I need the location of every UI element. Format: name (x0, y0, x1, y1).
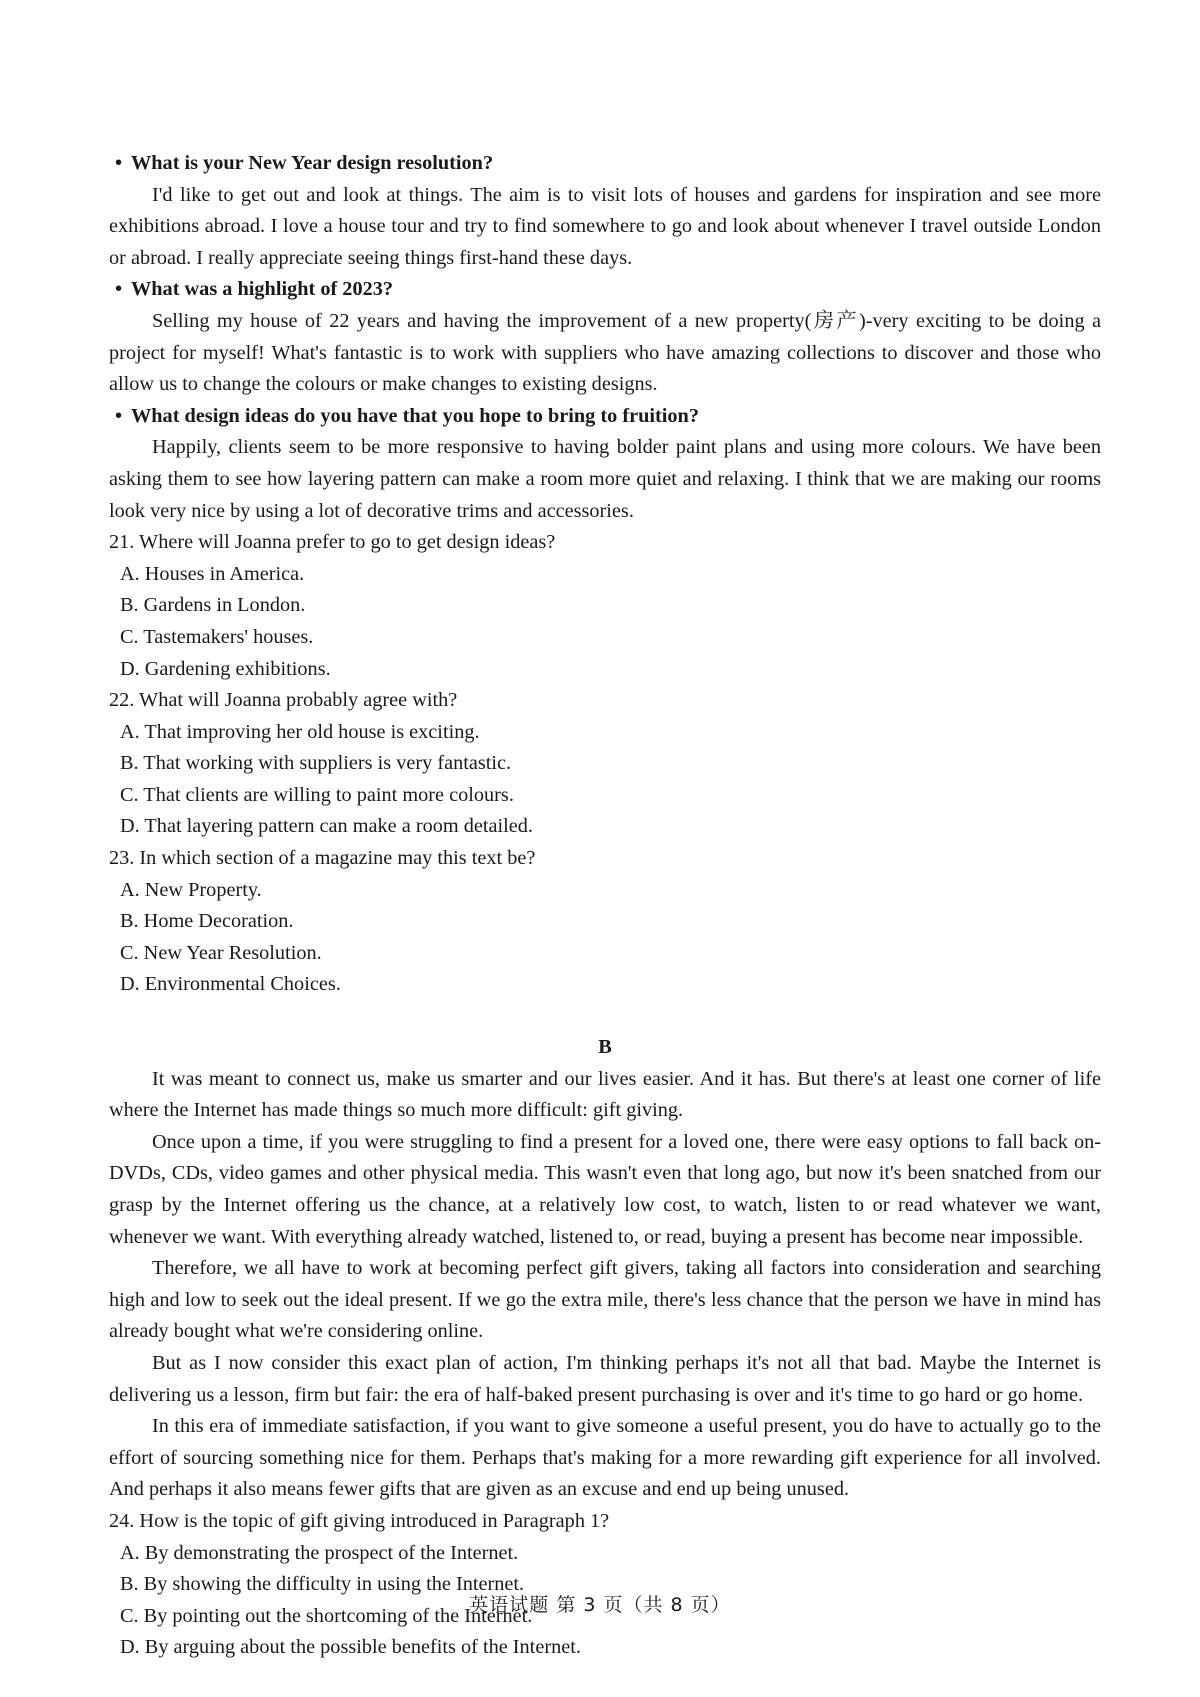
option-a: A. New Property. (120, 878, 262, 901)
option-b: B. Home Decoration. (120, 910, 294, 933)
interview-question-text: What design ideas do you have that you hope to bring to fruition? (131, 404, 699, 427)
interview-question-3 (115, 401, 1101, 433)
interview-question-2 (115, 274, 1101, 306)
question-22-stem: 22. What will Joanna probably agree with? (109, 689, 458, 712)
option-a: A. That improving her old house is exciting. (120, 720, 480, 743)
interview-answer-2: Selling my house of 22 years and having the improvement of a new property(房产)-very exciting to be doing a project for myself! What's fantastic is to work with suppliers who have amazing collections to discover and those who allow us to change the colours or make changes to existing designs. (109, 309, 1101, 396)
question-21-options (109, 559, 1101, 685)
bullet: • (115, 278, 123, 301)
option-a: A. By demonstrating the prospect of the Internet. (120, 1541, 519, 1564)
interview-question-text: What was a highlight of 2023? (131, 278, 394, 301)
question-24-stem: 24. How is the topic of gift giving introduced in Paragraph 1? (109, 1509, 610, 1532)
interview-answer-3: Happily, clients seem to be more responsive to having bolder paint plans and using more colours. We have been asking them to see how layering pattern can make a room more quiet and relaxing. I think that we are making our rooms look very nice by using a lot of decorative trims and accessories. (109, 436, 1101, 522)
option-b: B. By showing the difficulty in using the Internet. (120, 1573, 525, 1596)
passage-b-paragraph-4: But as I now consider this exact plan of action, I'm thinking perhaps it's not all that bad. Maybe the Internet is delivering us a lesson, firm but fair: the era of half-baked present purchasing is over and it's time to go hard or go home. (109, 1351, 1101, 1406)
bullet: • (115, 152, 123, 174)
option-d: D. Environmental Choices. (120, 973, 341, 996)
question-22-options (109, 717, 1101, 843)
option-d: D. Gardening exhibitions. (120, 657, 331, 680)
interview-answer-1: I'd like to get out and look at things. The aim is to visit lots of houses and gardens for inspiration and see more exhibitions abroad. I love a house tour and try to find somewhere to go and look about whenever I travel outside London or abroad. I really appreciate seeing things first-hand these days. (109, 183, 1101, 269)
option-c: C. By pointing out the shortcoming of the Internet. (120, 1604, 533, 1627)
option-b: B. Gardens in London. (120, 594, 306, 617)
page-footer: 英语试题 第 3 页（共 8 页） (469, 1594, 731, 1616)
page-content (109, 148, 1101, 1664)
option-b: B. That working with suppliers is very fantastic. (120, 752, 512, 775)
option-d: D. By arguing about the possible benefits of the Internet. (120, 1636, 581, 1659)
bullet: • (115, 404, 123, 427)
passage-b-paragraph-1: It was meant to connect us, make us smarter and our lives easier. And it has. But there's at least one corner of life where the Internet has made things so much more difficult: gift giving. (109, 1067, 1101, 1122)
question-21-stem: 21. Where will Joanna prefer to go to get design ideas? (109, 531, 556, 554)
question-23-options (109, 875, 1101, 1001)
passage-b-paragraph-2: Once upon a time, if you were struggling to find a present for a loved one, there were easy options to fall back on-DVDs, CDs, video games and other physical media. This wasn't even that long ago, but now it's been snatched from our grasp by the Internet offering us the chance, at a relatively low cost, to watch, listen to or read whatever we want, whenever we want. With everything already watched, listened to, or read, buying a present has become near impossible. (109, 1130, 1101, 1248)
option-c: C. Tastemakers' houses. (120, 625, 314, 648)
option-c: C. That clients are willing to paint more colours. (120, 783, 514, 806)
option-d: D. That layering pattern can make a room detailed. (120, 815, 533, 838)
question-23-stem: 23. In which section of a magazine may this text be? (109, 847, 536, 870)
option-a: A. Houses in America. (120, 562, 305, 585)
interview-question-1 (115, 148, 1101, 180)
passage-b-paragraph-5: In this era of immediate satisfaction, if you want to give someone a useful present, you do have to actually go to the effort of sourcing something nice for them. Perhaps that's making for a more rewarding gift experience for all involved. And perhaps it also means fewer gifts that are given as an excuse and end up being unused. (109, 1415, 1101, 1501)
interview-question-text: What is your New Year design resolution? (131, 152, 494, 174)
passage-b-paragraph-3: Therefore, we all have to work at becoming perfect gift givers, taking all factors into consideration and searching high and low to seek out the ideal present. If we go the extra mile, there's less chance that the person we have in mind has already bought what we're considering online. (109, 1257, 1101, 1343)
section-heading-b: B (598, 1036, 612, 1059)
option-c: C. New Year Resolution. (120, 941, 322, 964)
